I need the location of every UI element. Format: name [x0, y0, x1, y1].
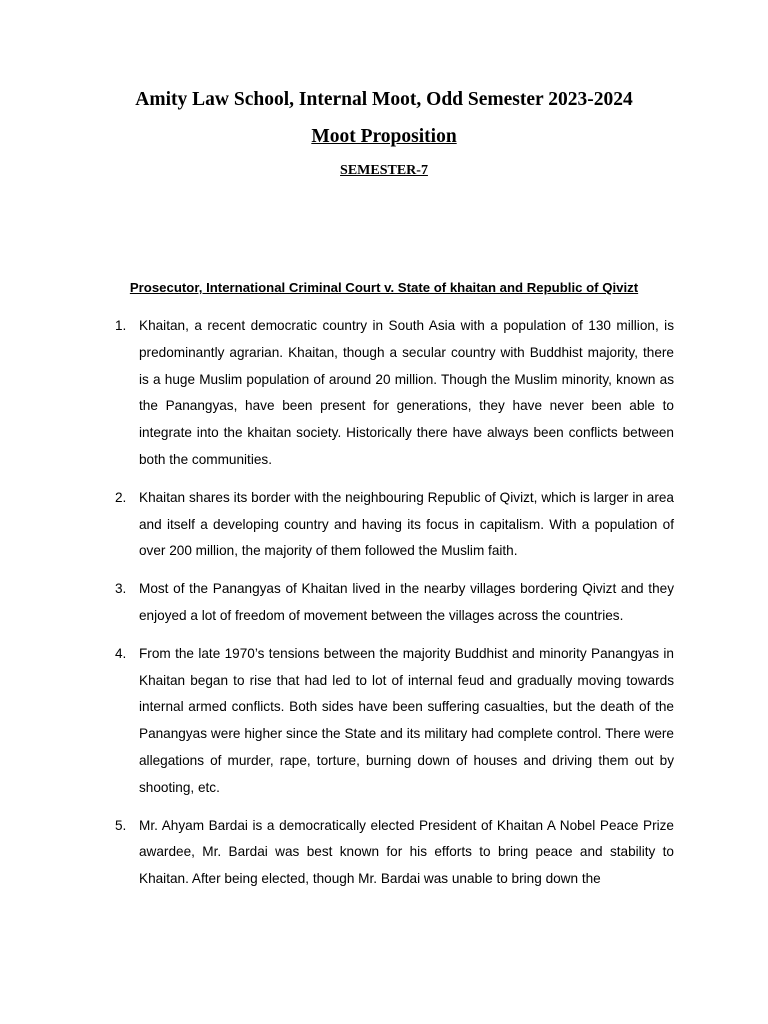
paragraph-4 — [111, 641, 674, 802]
paragraph-number: 3. — [115, 581, 127, 597]
paragraph-number: 5. — [115, 817, 127, 833]
paragraph-5 — [111, 813, 674, 893]
paragraph-text: From the late 1970’s tensions between the majority Buddhist and minority Panangyas in Khaitan began to rise that had led to lot of internal feud and gradually moving towards internal armed conflicts. Both sides have been suffering casualties, but the death of the Panangyas were higher since the State and its military had complete control. There were allegations of murder, rape, torture, burning down of houses and driving them out by shooting, etc. — [139, 645, 674, 795]
paragraph-number: 1. — [115, 318, 127, 333]
paragraph-text: Most of the Panangyas of Khaitan lived in the nearby villages bordering Qivizt and they enjoyed a lot of freedom of movement between the villages across the countries. — [139, 581, 674, 623]
paragraph-number: 4. — [115, 645, 127, 661]
paragraph-1 — [111, 313, 674, 474]
paragraph-2 — [111, 485, 674, 565]
case-title: Prosecutor, International Criminal Court v. State of khaitan and Republic of Qivizt — [129, 280, 639, 295]
paragraph-text: Mr. Ahyam Bardai is a democratically elected President of Khaitan A Nobel Peace Prize awardee, Mr. Bardai was best known for his efforts to bring peace and stability to Khaitan. After being elected, though Mr. Bardai was unable to bring down the — [139, 817, 674, 887]
paragraph-text: Khaitan, a recent democratic country in South Asia with a population of 130 million, is predominantly agrarian. Khaitan, though a secular country with Buddhist majority, there is a huge Muslim population of around 20 million. Though the Muslim minority, known as the Panangyas, have been present for generations, they have never been able to integrate into the khaitan society. Historically there have always been conflicts between both the communities. — [139, 318, 674, 467]
document-subtitle: Moot Proposition — [311, 126, 457, 147]
document-title: Amity Law School, Internal Moot, Odd Semester 2023-2024 — [135, 89, 633, 110]
paragraph-3 — [111, 576, 674, 630]
semester-label: SEMESTER-7 — [340, 163, 428, 178]
paragraph-number: 2. — [115, 489, 127, 505]
paragraph-text: Khaitan shares its border with the neighbouring Republic of Qivizt, which is larger in area and itself a developing country and having its focus in capitalism. With a population of over 200 million, the majority of them followed the Muslim faith. — [139, 489, 674, 559]
proposition-paragraphs — [111, 313, 674, 904]
